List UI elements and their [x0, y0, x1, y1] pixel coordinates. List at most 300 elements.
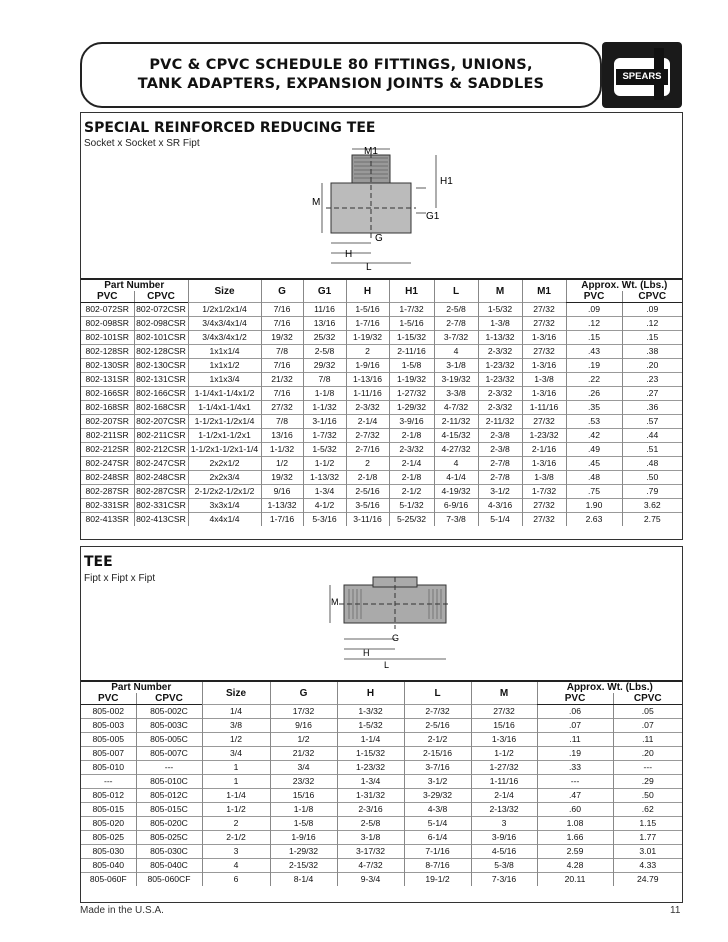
table-cell: 2 — [346, 457, 389, 471]
table-cell: 1-27/32 — [389, 387, 434, 401]
table-cell: 2-1/8 — [389, 471, 434, 485]
table-cell: 805-060F — [81, 873, 136, 887]
table-cell: 805-002C — [136, 705, 202, 719]
th-approx-wt: Approx. Wt. (Lbs.) — [537, 681, 682, 693]
table-cell: 1-3/4 — [337, 775, 404, 789]
table-cell: 1-3/16 — [522, 387, 566, 401]
th-g: G — [270, 681, 337, 705]
table-cell: 27/32 — [522, 513, 566, 527]
table-row — [81, 859, 682, 873]
table-cell: 2-7/32 — [404, 705, 471, 719]
table-cell: 1-3/8 — [478, 317, 522, 331]
table-cell: 805-015 — [81, 803, 136, 817]
table-cell: 1.66 — [537, 831, 613, 845]
table-cell: 805-040C — [136, 859, 202, 873]
table-cell: 3.01 — [613, 845, 682, 859]
th-size: Size — [202, 681, 270, 705]
th-l: L — [404, 681, 471, 705]
table-cell: .53 — [566, 415, 622, 429]
table-cell: .42 — [566, 429, 622, 443]
table-row — [81, 845, 682, 859]
th-h1: H1 — [389, 279, 434, 303]
diagram-label-l: L — [366, 262, 372, 273]
table-cell: 1-9/16 — [346, 359, 389, 373]
table-cell: 805-012 — [81, 789, 136, 803]
table-cell: 1.15 — [613, 817, 682, 831]
table-cell: 1-9/16 — [270, 831, 337, 845]
table-row — [81, 317, 682, 331]
diagram-label-h: H — [345, 249, 353, 260]
table-cell: 23/32 — [270, 775, 337, 789]
table-cell: 2-1/2 — [389, 485, 434, 499]
table-cell: 802-098CSR — [134, 317, 188, 331]
table-cell: 1-3/16 — [522, 457, 566, 471]
table-cell: 2-3/32 — [346, 401, 389, 415]
table-cell: 1-19/32 — [346, 331, 389, 345]
table-cell: 802-247SR — [81, 457, 134, 471]
table-cell: 1-5/16 — [346, 303, 389, 317]
table-row — [81, 429, 682, 443]
reducing-tee-diagram — [81, 113, 682, 273]
table-cell: 1-3/16 — [522, 331, 566, 345]
table-cell: 802-211CSR — [134, 429, 188, 443]
table-cell: 2-1/4 — [346, 415, 389, 429]
table-cell: 1-5/8 — [389, 359, 434, 373]
table-cell: 1/2 — [270, 733, 337, 747]
table-cell: 3-5/16 — [346, 499, 389, 513]
table-cell: .12 — [622, 317, 682, 331]
table-cell: 2-7/8 — [478, 471, 522, 485]
table-cell: 1-3/16 — [522, 359, 566, 373]
table-cell: 805-003C — [136, 719, 202, 733]
table-cell: 5-1/32 — [389, 499, 434, 513]
diagram-label-l: L — [384, 660, 390, 670]
table-cell: 1-3/8 — [522, 373, 566, 387]
table-cell: 2-11/16 — [389, 345, 434, 359]
table-cell: 2-11/32 — [478, 415, 522, 429]
table-cell: 805-002 — [81, 705, 136, 719]
table-cell: 805-030C — [136, 845, 202, 859]
table-cell: 1-27/32 — [471, 761, 537, 775]
table-cell: .23 — [622, 373, 682, 387]
table-cell: .07 — [613, 719, 682, 733]
table-row — [81, 789, 682, 803]
table-cell: 1-3/16 — [471, 733, 537, 747]
table-cell: 2.75 — [622, 513, 682, 527]
table-cell: 2-7/8 — [434, 317, 478, 331]
table-cell: 2-3/16 — [337, 803, 404, 817]
table-cell: 5-3/16 — [303, 513, 346, 527]
table-cell: 21/32 — [270, 747, 337, 761]
th-pvc: PVC — [81, 693, 136, 705]
table-cell: 802-212CSR — [134, 443, 188, 457]
diagram-label-h: H — [363, 648, 370, 658]
table-cell: 1-1/8 — [270, 803, 337, 817]
table-cell: 1-7/16 — [261, 513, 303, 527]
table-cell: 3-1/2 — [478, 485, 522, 499]
table-cell: 1-3/8 — [522, 471, 566, 485]
table-cell: .27 — [622, 387, 682, 401]
table-cell: 2-15/16 — [404, 747, 471, 761]
table-row — [81, 303, 682, 317]
table-cell: 1.77 — [613, 831, 682, 845]
table-cell: 805-040 — [81, 859, 136, 873]
diagram-label-g: G — [375, 233, 383, 244]
table-cell: 805-060CF — [136, 873, 202, 887]
table-cell: 2 — [202, 817, 270, 831]
table-cell: 1-15/32 — [389, 331, 434, 345]
table-cell: 805-020C — [136, 817, 202, 831]
header-title-line2: TANK ADAPTERS, EXPANSION JOINTS & SADDLES — [137, 76, 545, 92]
table-cell: 1-1/32 — [261, 443, 303, 457]
table-cell: 802-130SR — [81, 359, 134, 373]
diagram-label-m1: M1 — [364, 146, 378, 157]
table-cell: .49 — [566, 443, 622, 457]
table-cell: 3-9/16 — [471, 831, 537, 845]
table-cell: 2 — [346, 345, 389, 359]
table-cell: 2-5/8 — [303, 345, 346, 359]
table-cell: 1-1/2 — [202, 803, 270, 817]
table-row — [81, 443, 682, 457]
th-g: G — [261, 279, 303, 303]
table-cell: 4-19/32 — [434, 485, 478, 499]
table-cell: 4-27/32 — [434, 443, 478, 457]
table-cell: 4-7/32 — [434, 401, 478, 415]
th-wt-pvc: PVC — [566, 291, 622, 303]
table-cell: --- — [537, 775, 613, 789]
table-cell: 805-020 — [81, 817, 136, 831]
table-cell: 1-1/4x1-1/4x1/2 — [188, 387, 261, 401]
table-cell: 3-11/16 — [346, 513, 389, 527]
table-cell: 27/32 — [522, 499, 566, 513]
table-cell: 3/8 — [202, 719, 270, 733]
table-cell: 802-207CSR — [134, 415, 188, 429]
table-cell: 1-1/2x1-1/2x1-1/4 — [188, 443, 261, 457]
table-cell: .15 — [622, 331, 682, 345]
table-cell: 7/8 — [261, 345, 303, 359]
table-cell: .11 — [537, 733, 613, 747]
section-title: SPECIAL REINFORCED REDUCING TEE — [84, 120, 376, 136]
table-cell: .20 — [622, 359, 682, 373]
table-cell: 1-1/2x1-1/2x1 — [188, 429, 261, 443]
table-cell: 1-11/16 — [522, 401, 566, 415]
th-g1: G1 — [303, 279, 346, 303]
table-cell: .09 — [622, 303, 682, 317]
table-cell: 802-072CSR — [134, 303, 188, 317]
table-cell: 1-1/2 — [303, 457, 346, 471]
table-cell: 805-025C — [136, 831, 202, 845]
table-cell: 802-098SR — [81, 317, 134, 331]
table-cell: 27/32 — [522, 317, 566, 331]
table-cell: .12 — [566, 317, 622, 331]
table-cell: 7-1/16 — [404, 845, 471, 859]
table-cell: 802-212SR — [81, 443, 134, 457]
th-approx-wt: Approx. Wt. (Lbs.) — [566, 279, 682, 291]
table-row — [81, 705, 682, 719]
table-cell: .26 — [566, 387, 622, 401]
table-cell: 1-15/32 — [337, 747, 404, 761]
table-cell: .11 — [613, 733, 682, 747]
table-cell: 6-9/16 — [434, 499, 478, 513]
table-cell: 805-003 — [81, 719, 136, 733]
table-row — [81, 387, 682, 401]
table-cell: 24.79 — [613, 873, 682, 887]
table-cell: 805-010 — [81, 761, 136, 775]
table-cell: .45 — [566, 457, 622, 471]
table-cell: 27/32 — [522, 303, 566, 317]
table-cell: 1-5/16 — [389, 317, 434, 331]
th-m: M — [478, 279, 522, 303]
table-cell: 13/16 — [303, 317, 346, 331]
table-cell: 4 — [202, 859, 270, 873]
table-cell: 4x4x1/4 — [188, 513, 261, 527]
table-cell: .75 — [566, 485, 622, 499]
table-cell: 9/16 — [270, 719, 337, 733]
diagram-label-m: M — [331, 597, 339, 607]
table-row — [81, 803, 682, 817]
table-cell: .15 — [566, 331, 622, 345]
reducing-tee-table-body — [81, 303, 682, 527]
table-cell: 4-7/32 — [337, 859, 404, 873]
table-cell: 802-166CSR — [134, 387, 188, 401]
table-cell: 6 — [202, 873, 270, 887]
table-cell: .05 — [613, 705, 682, 719]
table-cell: 2-1/2x2-1/2x1/2 — [188, 485, 261, 499]
table-cell: 2-5/8 — [337, 817, 404, 831]
table-cell: 7-3/16 — [471, 873, 537, 887]
table-cell: .33 — [537, 761, 613, 775]
table-cell: 1-11/16 — [471, 775, 537, 789]
section-tee — [80, 546, 683, 903]
th-part-number: Part Number — [81, 681, 202, 693]
section-reducing-tee — [80, 112, 683, 540]
table-cell: 1 — [202, 761, 270, 775]
th-wt-cpvc: CPVC — [622, 291, 682, 303]
header-banner — [80, 42, 602, 108]
table-row — [81, 719, 682, 733]
table-cell: 15/16 — [270, 789, 337, 803]
th-l: L — [434, 279, 478, 303]
table-row — [81, 415, 682, 429]
table-cell: 9/16 — [261, 485, 303, 499]
table-cell: 2-1/2 — [202, 831, 270, 845]
table-cell: 1x1x1/2 — [188, 359, 261, 373]
table-cell: .19 — [537, 747, 613, 761]
table-cell: 19-1/2 — [404, 873, 471, 887]
table-cell: 2-11/32 — [434, 415, 478, 429]
table-cell: 3-9/16 — [389, 415, 434, 429]
table-cell: 802-211SR — [81, 429, 134, 443]
table-cell: 11/16 — [303, 303, 346, 317]
table-cell: 1-7/32 — [303, 429, 346, 443]
table-cell: 2-1/4 — [471, 789, 537, 803]
table-cell: 1x1x1/4 — [188, 345, 261, 359]
diagram-label-g: G — [392, 633, 400, 643]
table-row — [81, 457, 682, 471]
table-cell: .50 — [613, 789, 682, 803]
table-cell: 2-7/16 — [346, 443, 389, 457]
table-cell: 1-23/32 — [478, 373, 522, 387]
table-cell: 19/32 — [261, 471, 303, 485]
table-cell: 805-010C — [136, 775, 202, 789]
logo-text: SPEARS — [616, 69, 668, 85]
table-cell: --- — [613, 761, 682, 775]
table-cell: 3 — [202, 845, 270, 859]
table-cell: 1-3/4 — [303, 485, 346, 499]
table-row — [81, 373, 682, 387]
section-subtitle: Socket x Socket x SR Fipt — [84, 138, 200, 149]
table-cell: 2-7/8 — [478, 457, 522, 471]
th-h: H — [337, 681, 404, 705]
section-title: TEE — [84, 554, 113, 570]
table-cell: 1-1/4 — [202, 789, 270, 803]
table-cell: 2-3/32 — [389, 443, 434, 457]
table-cell: 802-207SR — [81, 415, 134, 429]
table-cell: 7/16 — [261, 359, 303, 373]
table-cell: 2-1/2 — [404, 733, 471, 747]
table-cell: 20.11 — [537, 873, 613, 887]
table-cell: 1-1/2 — [471, 747, 537, 761]
th-pvc: PVC — [81, 291, 134, 303]
table-cell: 1/2 — [261, 457, 303, 471]
table-cell: 3-1/8 — [434, 359, 478, 373]
table-cell: 1-1/2x1-1/2x1/4 — [188, 415, 261, 429]
table-cell: 2-3/8 — [478, 429, 522, 443]
table-cell: 1/2 — [202, 733, 270, 747]
table-cell: 1-23/32 — [478, 359, 522, 373]
table-cell: 1-7/16 — [346, 317, 389, 331]
table-cell: 3-19/32 — [434, 373, 478, 387]
th-m: M — [471, 681, 537, 705]
table-cell: .79 — [622, 485, 682, 499]
table-cell: 2x2x3/4 — [188, 471, 261, 485]
table-cell: 7-3/8 — [434, 513, 478, 527]
table-cell: 8-7/16 — [404, 859, 471, 873]
table-cell: 802-131SR — [81, 373, 134, 387]
table-cell: 805-007C — [136, 747, 202, 761]
table-cell: .51 — [622, 443, 682, 457]
table-cell: 3.62 — [622, 499, 682, 513]
table-cell: .44 — [622, 429, 682, 443]
table-cell: 1-7/32 — [522, 485, 566, 499]
table-cell: 3-17/32 — [337, 845, 404, 859]
table-row — [81, 401, 682, 415]
table-cell: 1x1x3/4 — [188, 373, 261, 387]
table-cell: 802-168SR — [81, 401, 134, 415]
table-cell: 25/32 — [303, 331, 346, 345]
table-cell: 2-1/16 — [522, 443, 566, 457]
table-cell: 4-3/16 — [478, 499, 522, 513]
table-cell: 1-7/32 — [389, 303, 434, 317]
table-row — [81, 831, 682, 845]
table-row — [81, 747, 682, 761]
table-cell: 802-130CSR — [134, 359, 188, 373]
table-cell: --- — [81, 775, 136, 789]
table-cell: 3/4x3/4x1/4 — [188, 317, 261, 331]
table-cell: .50 — [622, 471, 682, 485]
table-cell: 2.59 — [537, 845, 613, 859]
table-cell: 4-1/4 — [434, 471, 478, 485]
table-cell: 1.08 — [537, 817, 613, 831]
diagram-label-m: M — [312, 197, 321, 208]
table-cell: .19 — [566, 359, 622, 373]
table-cell: 802-131CSR — [134, 373, 188, 387]
th-cpvc: CPVC — [134, 291, 188, 303]
table-cell: --- — [136, 761, 202, 775]
table-cell: 1-1/4 — [337, 733, 404, 747]
tee-diagram — [81, 547, 682, 677]
table-cell: .09 — [566, 303, 622, 317]
table-cell: 1/4 — [202, 705, 270, 719]
table-cell: 802-166SR — [81, 387, 134, 401]
table-cell: 3-29/32 — [404, 789, 471, 803]
table-cell: 3-7/16 — [404, 761, 471, 775]
table-row — [81, 331, 682, 345]
table-cell: 3-1/16 — [303, 415, 346, 429]
table-row — [81, 817, 682, 831]
table-cell: 802-287CSR — [134, 485, 188, 499]
table-cell: 805-012C — [136, 789, 202, 803]
table-cell: 1-13/32 — [303, 471, 346, 485]
table-row — [81, 359, 682, 373]
table-cell: 1-1/32 — [303, 401, 346, 415]
th-m1: M1 — [522, 279, 566, 303]
table-cell: 3/4x3/4x1/2 — [188, 331, 261, 345]
table-cell: 2-3/32 — [478, 345, 522, 359]
table-cell: 1-29/32 — [270, 845, 337, 859]
table-cell: 2-5/8 — [434, 303, 478, 317]
spears-logo — [602, 42, 682, 108]
th-size: Size — [188, 279, 261, 303]
table-cell: 7/16 — [261, 303, 303, 317]
table-cell: 802-072SR — [81, 303, 134, 317]
table-cell: 2-3/32 — [478, 401, 522, 415]
table-cell: 802-247CSR — [134, 457, 188, 471]
table-cell: 4-1/2 — [303, 499, 346, 513]
table-cell: 1-5/32 — [478, 303, 522, 317]
table-cell: .22 — [566, 373, 622, 387]
table-cell: 1-23/32 — [522, 429, 566, 443]
table-cell: .60 — [537, 803, 613, 817]
table-cell: .38 — [622, 345, 682, 359]
table-row — [81, 485, 682, 499]
table-cell: .07 — [537, 719, 613, 733]
table-cell: 4-3/8 — [404, 803, 471, 817]
table-cell: 2-13/32 — [471, 803, 537, 817]
table-cell: 19/32 — [261, 331, 303, 345]
table-cell: 3-7/32 — [434, 331, 478, 345]
table-cell: 1-1/8 — [303, 387, 346, 401]
table-cell: 4.28 — [537, 859, 613, 873]
table-cell: 802-413CSR — [134, 513, 188, 527]
table-cell: 7/16 — [261, 317, 303, 331]
table-cell: 2-1/8 — [389, 429, 434, 443]
tee-table-body — [81, 705, 682, 887]
table-cell: 3-1/2 — [404, 775, 471, 789]
table-cell: 1 — [202, 775, 270, 789]
table-cell: 805-025 — [81, 831, 136, 845]
table-cell: 4-5/16 — [471, 845, 537, 859]
table-cell: 1/2x1/2x1/4 — [188, 303, 261, 317]
table-cell: 13/16 — [261, 429, 303, 443]
table-cell: .48 — [622, 457, 682, 471]
table-cell: .48 — [566, 471, 622, 485]
table-cell: 805-015C — [136, 803, 202, 817]
th-part-number: Part Number — [81, 279, 188, 291]
th-wt-pvc: PVC — [537, 693, 613, 705]
table-cell: 3x3x1/4 — [188, 499, 261, 513]
table-cell: 2-1/8 — [346, 471, 389, 485]
